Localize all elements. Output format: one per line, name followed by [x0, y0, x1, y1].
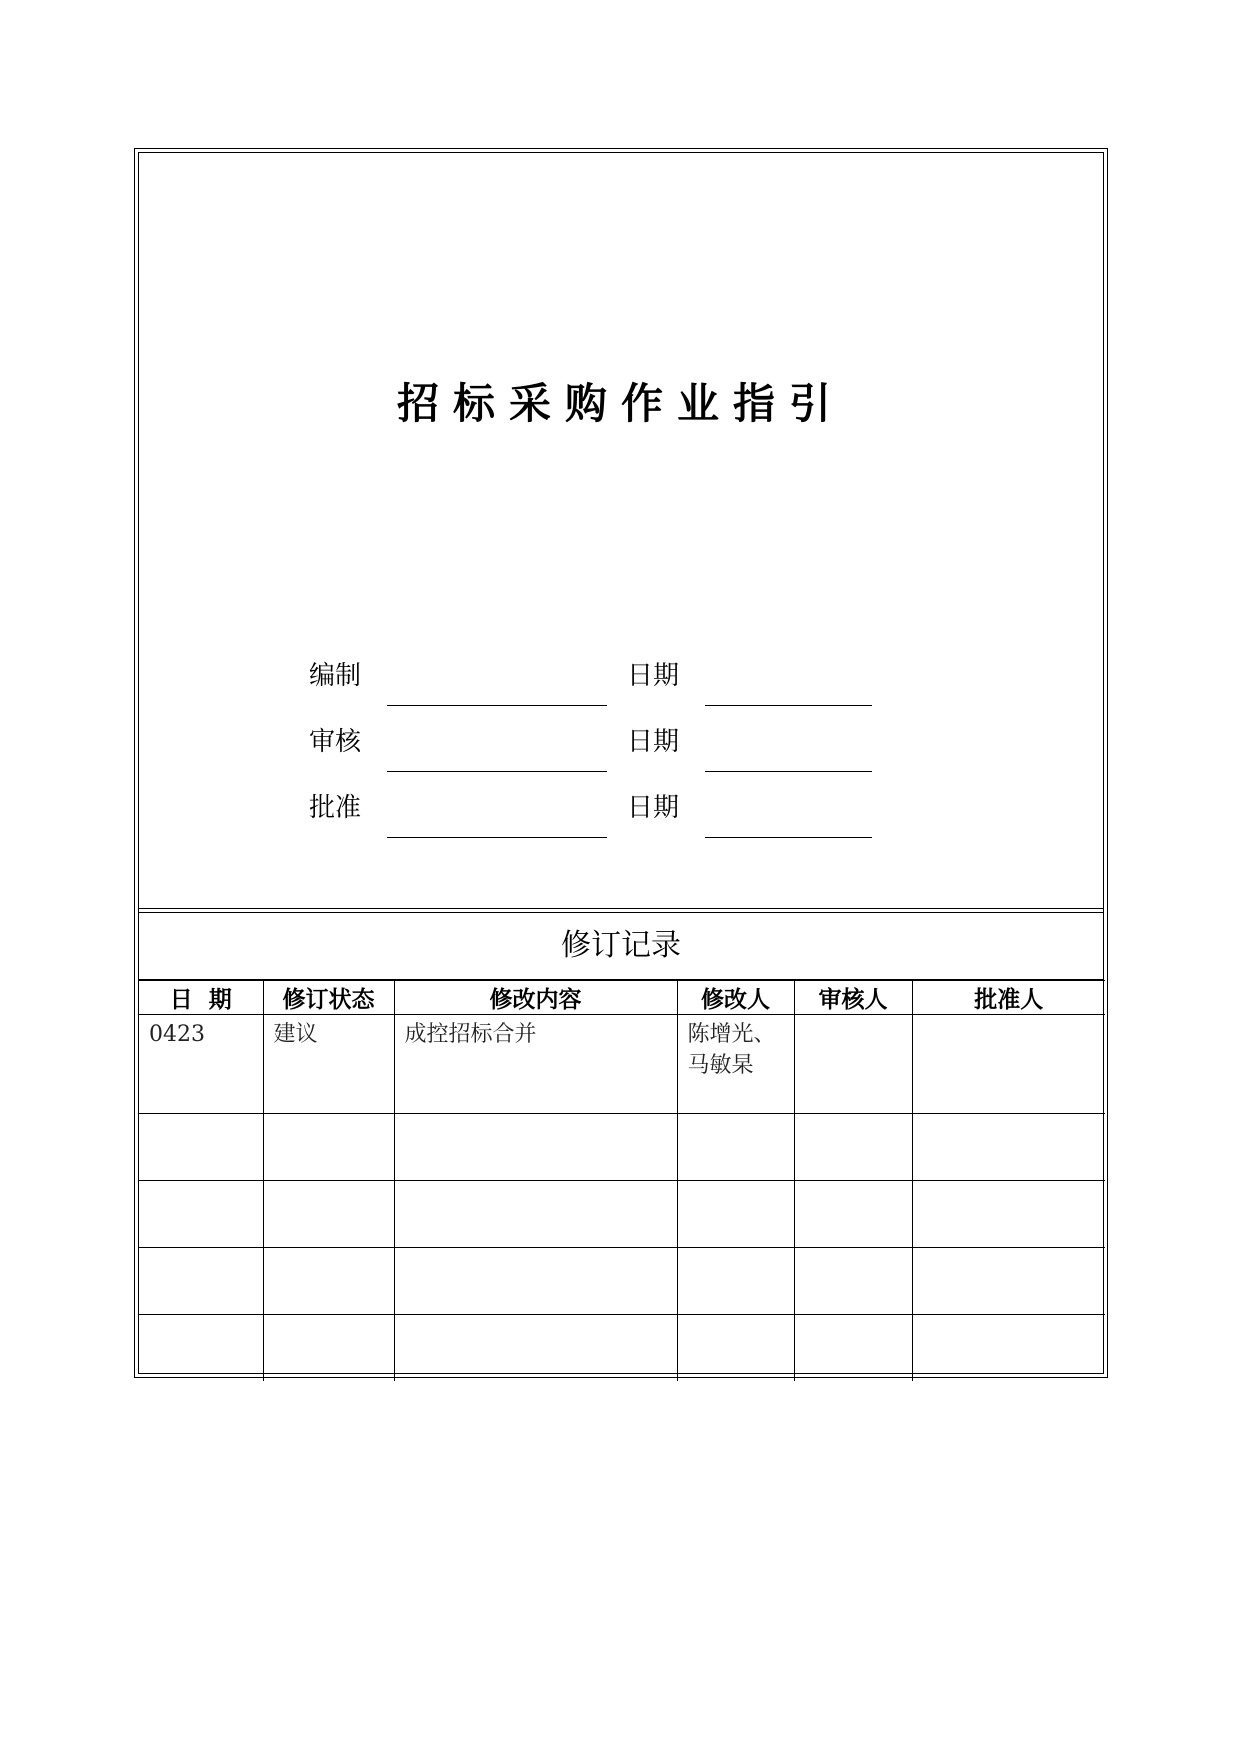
cell-date: [139, 1315, 263, 1382]
cell-status: [263, 1315, 394, 1382]
cell-date: [139, 1181, 263, 1248]
signoff-label: 批准: [309, 793, 362, 823]
cell-approver: [912, 1248, 1105, 1315]
document-frame: [134, 148, 1108, 1378]
cell-content: [394, 1181, 677, 1248]
revision-header-row: [139, 981, 1105, 1015]
cell-reviewer: [794, 1114, 912, 1181]
signoff-date-label: 日期: [627, 727, 680, 757]
cell-approver: [912, 1015, 1105, 1114]
signoff-row-reviewed: [139, 721, 1103, 781]
signoff-row-compiled: [139, 655, 1103, 715]
document-title: 招标采购作业指引: [396, 379, 845, 428]
signoff-name-line: [387, 705, 607, 706]
cell-status: [263, 1181, 394, 1248]
cell-reviewer: [794, 1315, 912, 1382]
signoff-label: 审核: [309, 727, 362, 757]
signoff-date-line: [705, 705, 872, 706]
cell-content: [394, 1315, 677, 1382]
revision-table: [139, 980, 1105, 1381]
cell-modifier: [677, 1114, 794, 1181]
signoff-name-line: [387, 771, 607, 772]
column-header-status: 修订状态: [263, 981, 394, 1015]
cell-date: [139, 1248, 263, 1315]
signoff-date-line: [705, 771, 872, 772]
column-header-date: 日 期: [139, 981, 263, 1015]
signoff-date-label: 日期: [627, 661, 680, 691]
cell-content: 成控招标合并: [394, 1015, 677, 1114]
signoff-name-line: [387, 837, 607, 838]
table-row: [139, 1315, 1105, 1382]
column-header-reviewer: 审核人: [794, 981, 912, 1015]
cell-approver: [912, 1181, 1105, 1248]
signoff-label: 编制: [309, 661, 362, 691]
document-inner-border: [138, 152, 1104, 1374]
revision-title: 修订记录: [139, 913, 1103, 980]
column-header-modifier: 修改人: [677, 981, 794, 1015]
cell-modifier: [677, 1248, 794, 1315]
cell-status: [263, 1248, 394, 1315]
revision-section: [139, 913, 1103, 1373]
cell-date: [139, 1114, 263, 1181]
table-row: [139, 1015, 1105, 1114]
cell-content: [394, 1114, 677, 1181]
cell-reviewer: [794, 1015, 912, 1114]
signoff-date-label: 日期: [627, 793, 680, 823]
cell-modifier: [677, 1315, 794, 1382]
cell-modifier: [677, 1181, 794, 1248]
cell-status: 建议: [263, 1015, 394, 1114]
table-row: [139, 1248, 1105, 1315]
cell-reviewer: [794, 1248, 912, 1315]
cell-reviewer: [794, 1181, 912, 1248]
cell-status: [263, 1114, 394, 1181]
cell-content: [394, 1248, 677, 1315]
column-header-content: 修改内容: [394, 981, 677, 1015]
cell-modifier: 陈增光、马敏杲: [677, 1015, 794, 1114]
signoff-row-approved: [139, 787, 1103, 847]
cell-approver: [912, 1114, 1105, 1181]
table-row: [139, 1181, 1105, 1248]
cell-approver: [912, 1315, 1105, 1382]
signoff-date-line: [705, 837, 872, 838]
cover-section: [139, 153, 1103, 909]
table-row: [139, 1114, 1105, 1181]
column-header-approver: 批准人: [912, 981, 1105, 1015]
cell-date: 0423: [139, 1015, 263, 1114]
